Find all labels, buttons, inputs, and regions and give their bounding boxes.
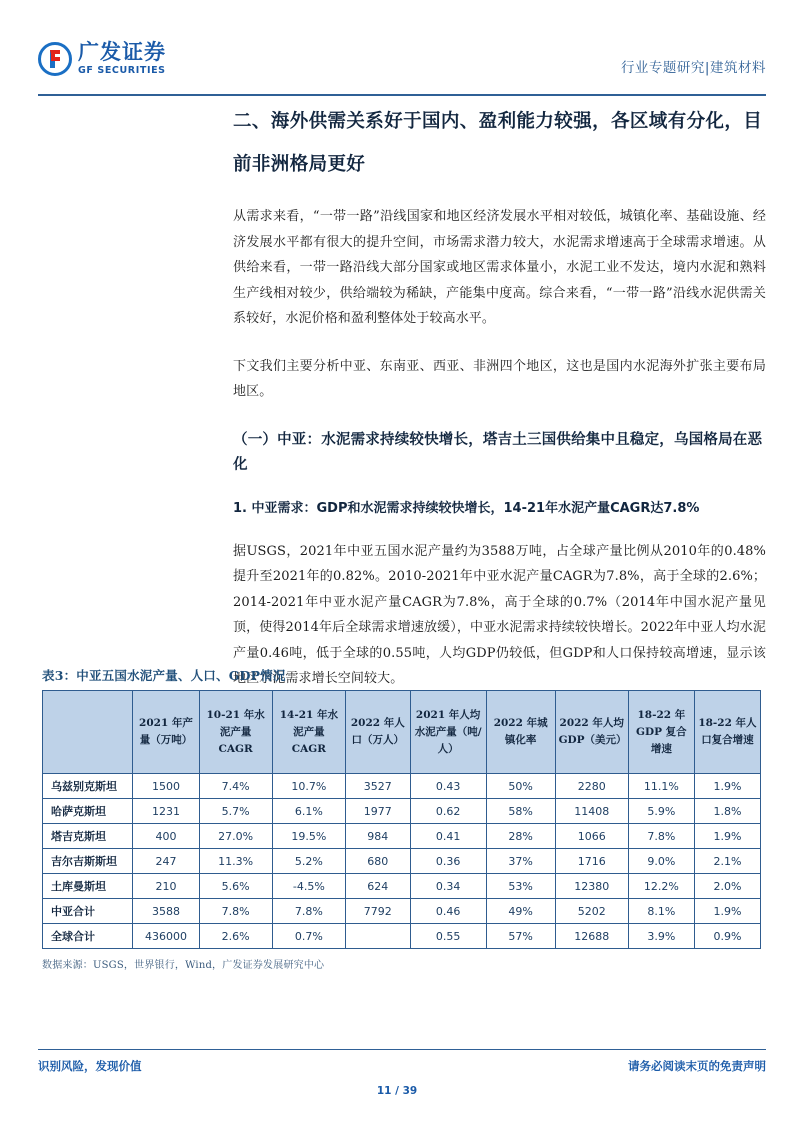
table-cell: 0.9%: [694, 924, 760, 949]
table-column-header: 14-21 年水泥产量 CAGR: [272, 691, 345, 774]
paragraph-scope: 下文我们主要分析中亚、东南亚、西亚、非洲四个地区，这也是国内水泥海外扩张主要布局地区。: [233, 358, 766, 399]
page-title: 二、海外供需关系好于国内、盈利能力较强，各区域有分化，目前非洲格局更好: [233, 111, 763, 175]
main-content: [233, 100, 766, 692]
table-row: [43, 874, 761, 899]
table-cell: 5.9%: [628, 799, 694, 824]
table-cell: 0.43: [410, 774, 486, 799]
table-cell: 0.34: [410, 874, 486, 899]
footer-right-disclaimer: 请务必阅读末页的免责声明: [628, 1059, 766, 1073]
table-cell: 9.0%: [628, 849, 694, 874]
table-row-label: 吉尔吉斯斯坦: [43, 849, 133, 874]
table-caption: 表3：中亚五国水泥产量、人口、GDP情况: [42, 668, 286, 683]
table-cell: 1977: [345, 799, 410, 824]
table-cell: 0.7%: [272, 924, 345, 949]
table-cell: 1500: [133, 774, 199, 799]
footer-left-slogan: 识别风险，发现价值: [38, 1059, 142, 1073]
table-row-label: 全球合计: [43, 924, 133, 949]
table-cell: 5.6%: [199, 874, 272, 899]
paragraph-usgs-data: 据USGS，2021年中亚五国水泥产量约为3588万吨，占全球产量比例从2010年的0.48%提升至2021年的0.82%。2010-2021年中亚水泥产量CAGR为7.8%，高于全球的2.6%；2014-2021年中亚水泥产量CAGR为7.8%，高于全球的0.7%（2014年中国水泥产量见顶，使得2014年后全球需求增速放缓），中亚水泥需求持续较快增长。2022年中亚人均水泥产量0.46吨，低于全球的0.55吨，人均GDP仍较低，但GDP和人口保持较高增速，显示该地区水泥需求增长空间较大。: [233, 543, 766, 686]
table-cell: 12688: [555, 924, 628, 949]
table-body: [43, 774, 761, 949]
table-row-label: 塔吉克斯坦: [43, 824, 133, 849]
subsection-heading-central-asia: （一）中亚：水泥需求持续较快增长，塔吉土三国供给集中且稳定，乌国格局在恶化: [233, 430, 763, 473]
table-cell: 0.46: [410, 899, 486, 924]
table-cell: 210: [133, 874, 199, 899]
table-cell: 1.9%: [694, 899, 760, 924]
table-cell: 3527: [345, 774, 410, 799]
table-column-header: 18-22 年人口复合增速: [694, 691, 760, 774]
table-cell: 19.5%: [272, 824, 345, 849]
table-cell: 0.55: [410, 924, 486, 949]
table-cell: 2.1%: [694, 849, 760, 874]
table-cell: 58%: [486, 799, 555, 824]
table-cell: 53%: [486, 874, 555, 899]
table-row-label: 乌兹别克斯坦: [43, 774, 133, 799]
logo-english-name: GF SECURITIES: [78, 65, 166, 77]
table-row-label: 土库曼斯坦: [43, 874, 133, 899]
table-cell: 37%: [486, 849, 555, 874]
table-column-header: 2021 年人均水泥产量（吨/人）: [410, 691, 486, 774]
table-row: [43, 824, 761, 849]
table-cell: 12.2%: [628, 874, 694, 899]
table-cell: 0.36: [410, 849, 486, 874]
table-cell: 49%: [486, 899, 555, 924]
central-asia-cement-table: [42, 690, 761, 949]
table-cell: 680: [345, 849, 410, 874]
table-column-header: 2022 年人口（万人）: [345, 691, 410, 774]
table-cell: 0.62: [410, 799, 486, 824]
table-row-label: 中亚合计: [43, 899, 133, 924]
page-header: [0, 42, 794, 94]
table-cell: 624: [345, 874, 410, 899]
table-cell: 27.0%: [199, 824, 272, 849]
table-row: [43, 799, 761, 824]
table-cell: 1231: [133, 799, 199, 824]
table-cell: 8.1%: [628, 899, 694, 924]
table-row: [43, 899, 761, 924]
table-column-header: 18-22 年 GDP 复合增速: [628, 691, 694, 774]
table-cell: 7.8%: [272, 899, 345, 924]
table-cell: 10.7%: [272, 774, 345, 799]
table-cell: 5.2%: [272, 849, 345, 874]
table-cell: 1.9%: [694, 824, 760, 849]
table-row: [43, 774, 761, 799]
table-corner-cell: [43, 691, 133, 774]
table-header: [43, 691, 761, 774]
subsubsection-heading-demand: 1. 中亚需求：GDP和水泥需求持续较快增长，14-21年水泥产量CAGR达7.8%: [233, 500, 700, 516]
table-cell: 3588: [133, 899, 199, 924]
table-row-label: 哈萨克斯坦: [43, 799, 133, 824]
table-header-row: [43, 691, 761, 774]
table-column-header: 10-21 年水泥产量 CAGR: [199, 691, 272, 774]
table-cell: 7.4%: [199, 774, 272, 799]
table-cell: 6.1%: [272, 799, 345, 824]
spacer: [233, 405, 766, 427]
table-cell: [345, 924, 410, 949]
logo-wordmark: [78, 42, 166, 76]
gf-securities-logo: [38, 42, 166, 76]
table-column-header: 2022 年城镇化率: [486, 691, 555, 774]
table-cell: 1066: [555, 824, 628, 849]
table-cell: 7.8%: [628, 824, 694, 849]
spacer: [233, 521, 766, 539]
table-row: [43, 924, 761, 949]
table-cell: 11408: [555, 799, 628, 824]
table-cell: 7.8%: [199, 899, 272, 924]
table-cell: 57%: [486, 924, 555, 949]
header-divider: [38, 94, 766, 96]
table-cell: 11.1%: [628, 774, 694, 799]
header-category-label: 行业专题研究|建筑材料: [620, 60, 766, 76]
table-row: [43, 849, 761, 874]
table-cell: 28%: [486, 824, 555, 849]
table-block: [42, 666, 761, 971]
table-cell: 2.0%: [694, 874, 760, 899]
table-source: 数据来源：USGS，世界银行，Wind，广发证券发展研究中心: [42, 960, 325, 971]
table-cell: 1.8%: [694, 799, 760, 824]
table-cell: 2.6%: [199, 924, 272, 949]
table-cell: 0.41: [410, 824, 486, 849]
spacer: [233, 186, 766, 204]
table-cell: 2280: [555, 774, 628, 799]
table-cell: 1.9%: [694, 774, 760, 799]
table-cell: 11.3%: [199, 849, 272, 874]
table-cell: 7792: [345, 899, 410, 924]
table-cell: 1716: [555, 849, 628, 874]
table-column-header: 2022 年人均 GDP（美元）: [555, 691, 628, 774]
table-cell: 50%: [486, 774, 555, 799]
gf-emblem-icon: [38, 42, 72, 76]
table-cell: -4.5%: [272, 874, 345, 899]
spacer: [233, 332, 766, 354]
footer-divider: [38, 1049, 766, 1051]
logo-chinese-name: 广发证券: [78, 40, 166, 65]
table-cell: 400: [133, 824, 199, 849]
page-footer: [38, 1058, 766, 1074]
table-column-header: 2021 年产量（万吨）: [133, 691, 199, 774]
table-cell: 247: [133, 849, 199, 874]
table-cell: 5.7%: [199, 799, 272, 824]
table-cell: 984: [345, 824, 410, 849]
table-cell: 3.9%: [628, 924, 694, 949]
paragraph-overview: 从需求来看，“一带一路”沿线国家和地区经济发展水平相对较低，城镇化率、基础设施、经济发展水平都有很大的提升空间，市场需求潜力较大，水泥需求增速高于全球需求增速。从供给来看，一带一路沿线大部分国家或地区需求体量小，水泥工业不发达，境内水泥和熟料生产线相对较少，供给端较为稀缺，产能集中度高。综合来看，“一带一路”沿线水泥供需关系较好，水泥价格和盈利整体处于较高水平。: [233, 209, 766, 326]
page-number: 11 / 39: [376, 1085, 418, 1097]
table-cell: 12380: [555, 874, 628, 899]
table-cell: 5202: [555, 899, 628, 924]
spacer: [233, 477, 766, 497]
table-cell: 436000: [133, 924, 199, 949]
